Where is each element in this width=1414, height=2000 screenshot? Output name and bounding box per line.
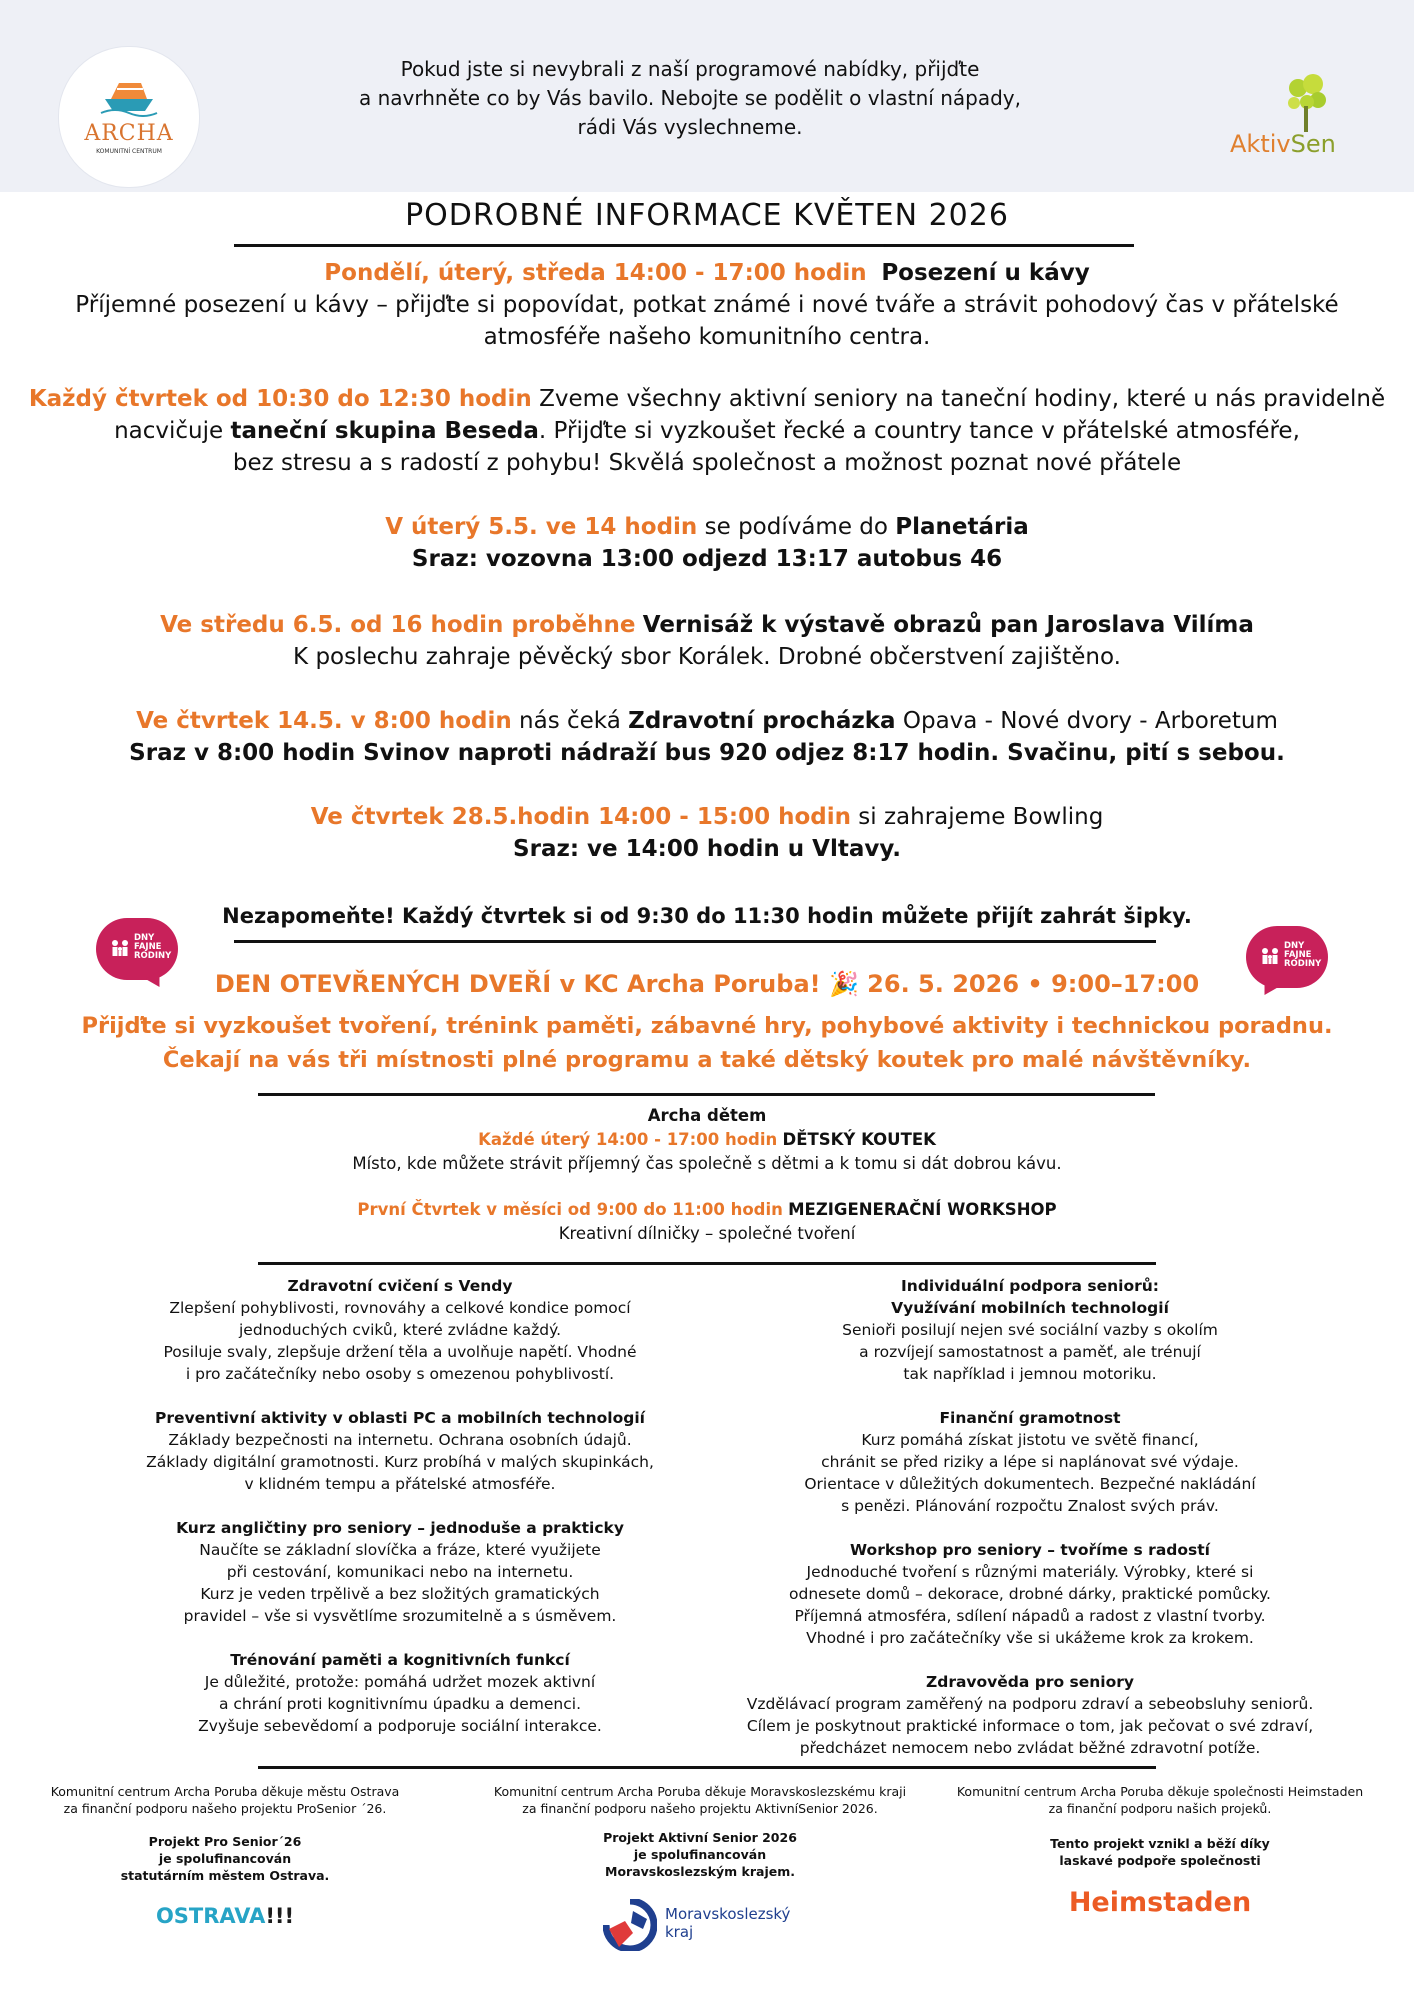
course-line: odnesete domů – dekorace, drobné dárky, praktické pomůcky. bbox=[789, 1585, 1271, 1603]
intro-line: a navrhněte co by Vás bavilo. Nebojte se podělit o vlastní nápady, bbox=[358, 86, 1021, 110]
course-line: Cílem je poskytnout praktické informace o tom, jak pečovat o své zdraví, bbox=[746, 1717, 1314, 1735]
event-walk bbox=[0, 705, 1414, 769]
footer-project: Projekt Pro Senior´26 bbox=[148, 1834, 302, 1849]
course-line: Naučíte se základní slovíčka a fráze, které využijete bbox=[199, 1541, 601, 1559]
msk-emblem-icon bbox=[603, 1899, 657, 1951]
course-block bbox=[700, 1407, 1360, 1517]
event-desc: Opava - Nové dvory - Arboretum bbox=[902, 708, 1278, 734]
archa-logo-text: ARCHA bbox=[84, 121, 174, 146]
course-line: a rozvíjejí samostatnost a paměť, ale trénují bbox=[859, 1343, 1201, 1361]
event-title: Vernisáž k výstavě obrazů pan Jaroslava Vilíma bbox=[642, 612, 1254, 638]
badge-text: RODINY bbox=[134, 951, 172, 961]
course-block bbox=[100, 1649, 700, 1737]
open-day-line: Čekají na vás tři místnosti plné programu a také dětský koutek pro malé návštěvníky. bbox=[162, 1047, 1252, 1073]
course-line: Zlepšení pohyblivosti, rovnováhy a celkové kondice pomocí bbox=[169, 1299, 631, 1317]
footer-project: Moravskoslezským krajem. bbox=[605, 1864, 795, 1879]
tree-icon bbox=[1282, 74, 1332, 132]
aktivsen-logo-text: AktivSen bbox=[1230, 130, 1336, 158]
open-day-desc bbox=[0, 1009, 1414, 1077]
event-desc: nacvičuje bbox=[114, 418, 224, 444]
footer-thanks: za finanční podporu našeho projektu AktivníSenior 2026. bbox=[522, 1801, 878, 1816]
course-line: Jednoduché tvoření s různými materiály. Výrobky, které si bbox=[806, 1563, 1254, 1581]
badge-text: FAJNE bbox=[134, 942, 162, 952]
badge-text: DNY bbox=[134, 933, 155, 943]
course-line: i pro začátečníky nebo osoby s omezenou pohyblivostí. bbox=[185, 1365, 615, 1383]
title-divider bbox=[234, 244, 1134, 247]
course-line: chránit se před riziky a lépe si naplánovat své výdaje. bbox=[821, 1453, 1239, 1471]
family-icon bbox=[110, 938, 130, 958]
kids-desc: Kreativní dílničky – společné tvoření bbox=[558, 1224, 856, 1243]
course-line: Orientace v důležitých dokumentech. Bezpečné nakládání bbox=[804, 1475, 1256, 1493]
course-line: a chrání proti kognitivnímu úpadku a demenci. bbox=[218, 1695, 582, 1713]
kids-title: MEZIGENERAČNÍ WORKSHOP bbox=[788, 1200, 1057, 1219]
event-title: Zdravotní procházka bbox=[628, 708, 896, 734]
event-meeting: Sraz: ve 14:00 hodin u Vltavy. bbox=[513, 836, 901, 862]
ostrava-logo: OSTRAVA!!! bbox=[155, 1904, 295, 1928]
event-title: Posezení u kávy bbox=[881, 260, 1090, 286]
course-line: v klidném tempu a přátelské atmosféře. bbox=[244, 1475, 556, 1493]
course-block bbox=[100, 1517, 700, 1627]
event-time: Pondělí, úterý, středa 14:00 - 17:00 hodin bbox=[324, 260, 867, 286]
course-line: při cestování, komunikaci nebo na internetu. bbox=[226, 1563, 574, 1581]
event-coffee bbox=[0, 257, 1414, 353]
footer-divider bbox=[258, 1766, 1156, 1769]
msk-logo bbox=[603, 1897, 803, 1953]
course-block bbox=[100, 1275, 700, 1385]
open-day-line: Přijďte si vyzkoušet tvoření, trénink paměti, zábavné hry, pohybové aktivity i technickou poradnu. bbox=[81, 1013, 1333, 1039]
course-block bbox=[700, 1671, 1360, 1759]
footer-heimstaden bbox=[920, 1783, 1400, 1918]
event-meeting: Sraz: vozovna 13:00 odjezd 13:17 autobus 46 bbox=[411, 546, 1003, 572]
footer-project: Projekt Aktivní Senior 2026 bbox=[603, 1830, 797, 1845]
heimstaden-logo: Heimstaden bbox=[1068, 1887, 1252, 1918]
event-desc: se podíváme do bbox=[704, 514, 888, 540]
footer-ostrava bbox=[20, 1783, 430, 1928]
family-icon bbox=[1260, 946, 1280, 966]
archa-logo bbox=[58, 46, 200, 188]
course-title: Zdravověda pro seniory bbox=[925, 1673, 1135, 1691]
course-line: Příjemná atmosféra, sdílení nápadů a radost z vlastní tvorby. bbox=[794, 1607, 1266, 1625]
event-highlight: taneční skupina Beseda bbox=[230, 418, 539, 444]
footer-project: laskavé podpoře společnosti bbox=[1059, 1853, 1261, 1868]
kids-section bbox=[0, 1104, 1414, 1246]
course-line: Senioři posilují nejen své sociální vazby s okolím bbox=[842, 1321, 1218, 1339]
event-desc: . Přijďte si vyzkoušet řecké a country tance v přátelské atmosféře, bbox=[538, 418, 1300, 444]
course-line: Kurz je veden trpělivě a bez složitých gramatických bbox=[200, 1585, 600, 1603]
course-line: Je důležité, protože: pomáhá udržet mozek aktivní bbox=[204, 1673, 596, 1691]
footer-thanks: za finanční podporu našeho projektu ProSenior ´26. bbox=[63, 1801, 387, 1816]
course-title: Individuální podpora seniorů: bbox=[901, 1277, 1159, 1295]
course-title: Trénování paměti a kognitivních funkcí bbox=[230, 1651, 570, 1669]
course-title: Zdravotní cvičení s Vendy bbox=[287, 1277, 513, 1295]
footer-msk bbox=[440, 1783, 960, 1880]
event-desc: bez stresu a s radostí z pohybu! Skvělá společnost a možnost poznat nové přátele bbox=[232, 450, 1182, 476]
event-planetarium bbox=[0, 511, 1414, 575]
event-time: Ve čtvrtek 14.5. v 8:00 hodin bbox=[136, 708, 512, 734]
course-subtitle: Využívání mobilních technologií bbox=[891, 1299, 1169, 1317]
course-line: Posiluje svaly, zlepšuje držení těla a uvolňuje napětí. Vhodné bbox=[163, 1343, 637, 1361]
course-line: Zvyšuje sebevědomí a podporuje sociální interakce. bbox=[198, 1717, 602, 1735]
footer-project: Tento projekt vznikl a běží díky bbox=[1050, 1836, 1270, 1851]
footer-project: je spolufinancován bbox=[633, 1847, 767, 1862]
event-desc: nás čeká bbox=[519, 708, 621, 734]
course-block bbox=[100, 1407, 700, 1495]
event-time: Každý čtvrtek od 10:30 do 12:30 hodin bbox=[28, 386, 532, 412]
kids-heading: Archa dětem bbox=[647, 1106, 767, 1125]
event-title: Planetária bbox=[895, 514, 1029, 540]
course-title: Preventivní aktivity v oblasti PC a mobilních technologií bbox=[155, 1409, 645, 1427]
event-time: V úterý 5.5. ve 14 hodin bbox=[385, 514, 698, 540]
footer-thanks: Komunitní centrum Archa Poruba děkuje společnosti Heimstaden bbox=[956, 1784, 1364, 1799]
footer-project: statutárním městem Ostrava. bbox=[120, 1868, 330, 1883]
badge-text: RODINY bbox=[1284, 959, 1322, 969]
course-title: Kurz angličtiny pro seniory – jednoduše a prakticky bbox=[176, 1519, 624, 1537]
event-desc: atmosféře našeho komunitního centra. bbox=[483, 324, 931, 350]
course-line: jednoduchých cviků, které zvládne každý. bbox=[238, 1321, 561, 1339]
event-vernissage bbox=[0, 609, 1414, 673]
event-desc: Zveme všechny aktivní seniory na taneční hodiny, které u nás pravidelně bbox=[539, 386, 1386, 412]
left-column bbox=[100, 1275, 700, 1737]
course-line: předcházet nemocem nebo zvládat běžné zdravotní potíže. bbox=[799, 1739, 1261, 1757]
archa-logo-sub: KOMUNITNÍ CENTRUM bbox=[96, 148, 162, 155]
open-day-divider bbox=[258, 1093, 1155, 1096]
intro-line: Pokud jste si nevybrali z naší programové nabídky, přijďte bbox=[400, 57, 980, 81]
event-desc: si zahrajeme Bowling bbox=[858, 804, 1104, 830]
kids-title: DĚTSKÝ KOUTEK bbox=[782, 1130, 936, 1149]
footer-thanks: za finanční podporu našich projeků. bbox=[1048, 1801, 1272, 1816]
course-block bbox=[700, 1275, 1360, 1385]
kids-desc: Místo, kde můžete strávit příjemný čas společně s dětmi a k tomu si dát dobrou kávu. bbox=[352, 1154, 1062, 1173]
event-desc: K poslechu zahraje pěvěcký sbor Korálek. Drobné občerstvení zajištěno. bbox=[293, 644, 1121, 670]
course-block bbox=[700, 1539, 1360, 1649]
event-desc: Příjemné posezení u kávy – přijďte si popovídat, potkat známé i nové tváře a strávit pohodový čas v přátelské bbox=[75, 292, 1339, 318]
right-column bbox=[700, 1275, 1360, 1759]
course-line: tak například i jemnou motoriku. bbox=[903, 1365, 1157, 1383]
footer-thanks: Komunitní centrum Archa Poruba děkuje městu Ostrava bbox=[50, 1784, 400, 1799]
ark-icon bbox=[97, 69, 161, 117]
aktivsen-logo bbox=[1230, 74, 1380, 164]
course-line: s penězi. Plánování rozpočtu Znalost svých práv. bbox=[841, 1497, 1219, 1515]
event-bowling bbox=[0, 801, 1414, 865]
reminder-divider bbox=[234, 940, 1156, 943]
course-line: Vhodné i pro začátečníky vše si ukážeme krok za krokem. bbox=[806, 1629, 1254, 1647]
event-time: Ve čtvrtek 28.5.hodin 14:00 - 15:00 hodin bbox=[310, 804, 851, 830]
intro-line: rádi Vás vyslechneme. bbox=[577, 115, 803, 139]
course-line: pravidel – vše si vysvětlíme srozumitelně a s úsměvem. bbox=[183, 1607, 617, 1625]
event-meeting: Sraz v 8:00 hodin Svinov naproti nádraží bus 920 odjez 8:17 hodin. Svačinu, pití s sebou. bbox=[129, 740, 1285, 766]
footer-project: je spolufinancován bbox=[158, 1851, 292, 1866]
badge-text: DNY bbox=[1284, 941, 1305, 951]
msk-logo-text: Moravskoslezský kraj bbox=[665, 1905, 791, 1941]
course-title: Workshop pro seniory – tvoříme s radostí bbox=[850, 1541, 1210, 1559]
reminder-darts: Nezapomeňte! Každý čtvrtek si od 9:30 do 11:30 hodin můžete přijít zahrát šipky. bbox=[222, 904, 1192, 928]
course-line: Kurz pomáhá získat jistotu ve světě financí, bbox=[861, 1431, 1199, 1449]
footer-thanks: Komunitní centrum Archa Poruba děkuje Moravskoslezskému kraji bbox=[493, 1784, 907, 1799]
course-line: Vzdělávací program zaměřený na podporu zdraví a sebeobsluhy seniorů. bbox=[746, 1695, 1314, 1713]
kids-time: Každé úterý 14:00 - 17:00 hodin bbox=[478, 1130, 778, 1149]
event-time: Ve středu 6.5. od 16 hodin proběhne bbox=[160, 612, 636, 638]
kids-time: První Čtvrtek v měsíci od 9:00 do 11:00 hodin bbox=[357, 1200, 783, 1219]
page-title: PODROBNÉ INFORMACE KVĚTEN 2026 bbox=[405, 198, 1009, 233]
course-line: Základy bezpečnosti na internetu. Ochrana osobních údajů. bbox=[168, 1431, 632, 1449]
open-day-headline: DEN OTEVŘENÝCH DVEŘÍ v KC Archa Poruba! 🎉 26. 5. 2026 • 9:00–17:00 bbox=[214, 970, 1200, 998]
course-title: Finanční gramotnost bbox=[939, 1409, 1121, 1427]
course-line: Základy digitální gramotnosti. Kurz probíhá v malých skupinkách, bbox=[146, 1453, 654, 1471]
kids-divider bbox=[258, 1262, 1156, 1265]
event-dance bbox=[0, 383, 1414, 479]
badge-text: FAJNE bbox=[1284, 950, 1312, 960]
intro-text bbox=[300, 55, 1080, 142]
